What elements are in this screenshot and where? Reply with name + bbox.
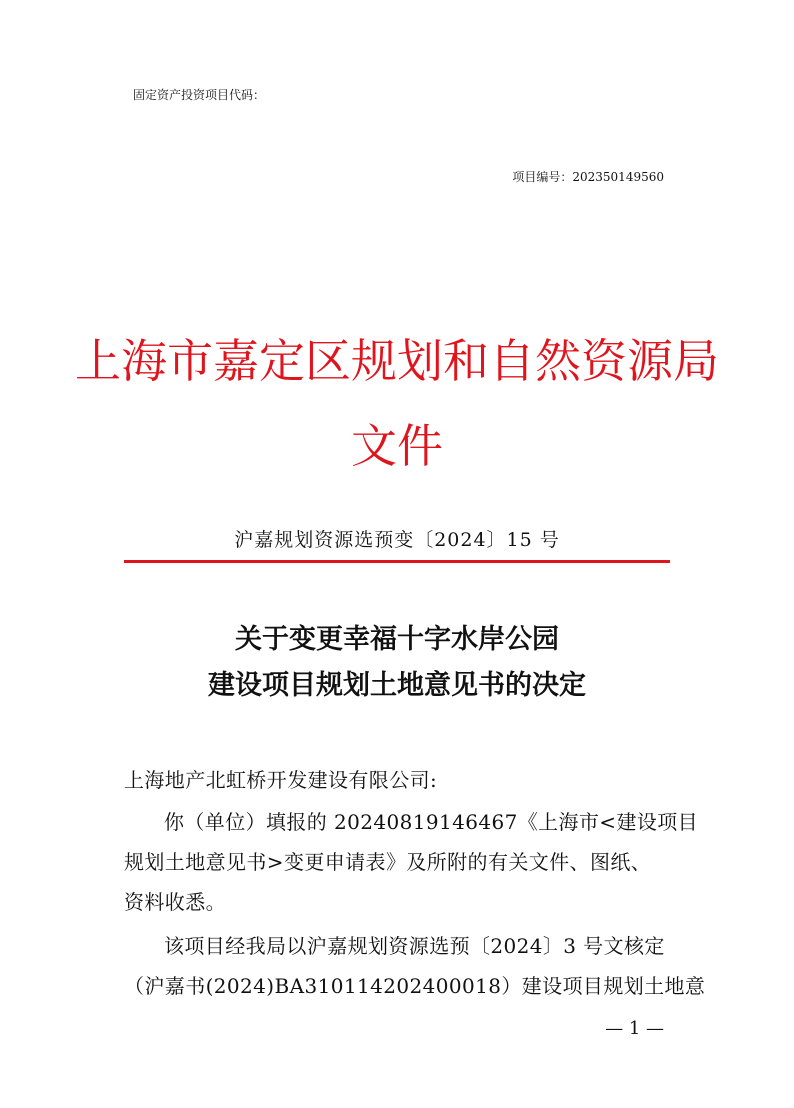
document-number: 沪嘉规划资源选预变〔2024〕15 号	[234, 529, 560, 551]
paragraph-2-line-2: （沪嘉书(2024)BA310114202400018）建设项目规划土地意	[124, 974, 706, 998]
paragraph-2-line-1: 该项目经我局以沪嘉规划资源选预〔2024〕3 号文核定	[164, 934, 665, 958]
decision-title-line-1: 关于变更幸福十字水岸公园	[235, 624, 559, 655]
addressee: 上海地产北虹桥开发建设有限公司:	[124, 768, 438, 792]
document-type-title: 文件	[351, 419, 443, 473]
paragraph-1-line-3: 资料收悉。	[124, 890, 226, 914]
paragraph-1-line-1: 你（单位）填报的 20240819146467《上海市<建设项目	[164, 810, 699, 834]
paragraph-1-line-2: 规划土地意见书>变更申请表》及所附的有关文件、图纸、	[124, 850, 652, 874]
page-number: — 1 —	[605, 1018, 664, 1039]
decision-title-line-2: 建设项目规划土地意见书的决定	[208, 670, 586, 701]
project-number: 项目编号：202350149560	[512, 170, 664, 184]
red-separator-line	[124, 560, 670, 563]
fixed-asset-code-label: 固定资产投资项目代码：	[133, 88, 266, 102]
issuing-authority-title: 上海市嘉定区规划和自然资源局	[75, 334, 719, 388]
